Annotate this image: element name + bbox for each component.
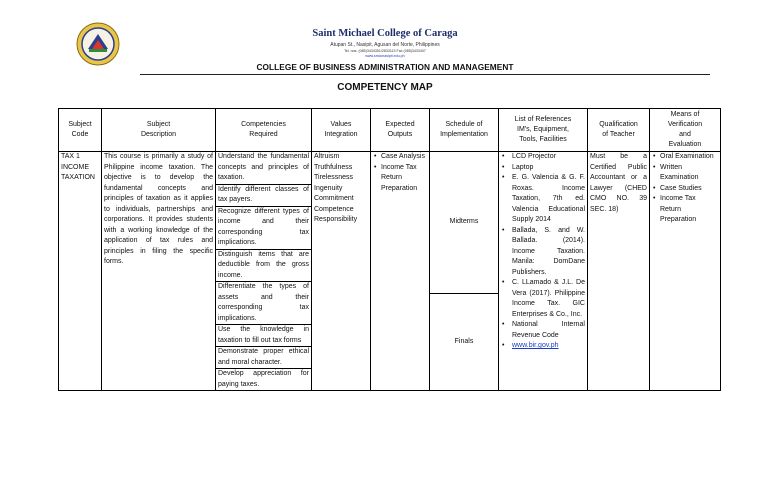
col-means: Means of Verification and Evaluation	[650, 109, 721, 152]
school-address: Atupan St., Nasipit, Agusan del Norte, Philippines	[330, 42, 440, 48]
schedule-midterms-cell: Midterms	[430, 152, 499, 294]
references-cell	[499, 152, 588, 391]
bir-website-link[interactable]: www.bir.gov.ph	[512, 342, 559, 349]
col-competencies: Competencies Required	[216, 109, 312, 152]
competency-item: Understand the fundamental concepts and principles of taxation.	[216, 152, 311, 185]
col-schedule: Schedule of Implementation	[430, 109, 499, 152]
subject-code-cell: TAX 1 INCOME TAXATION	[59, 152, 102, 391]
schedule-finals-cell: Finals	[430, 294, 499, 391]
reference-item: • Laptop	[512, 163, 585, 174]
competency-item: Demonstrate proper ethical and moral character.	[216, 347, 311, 369]
means-item: • Income Tax Return Preparation	[660, 194, 718, 226]
value-item: Ingenuity	[314, 184, 343, 192]
means-item: • Oral Examination	[660, 152, 718, 163]
means-item: • Written Examination	[660, 163, 718, 184]
reference-item: • LCD Projector	[512, 152, 585, 163]
header-divider	[140, 74, 710, 75]
competencies-cell	[216, 152, 312, 391]
document-header	[0, 0, 768, 80]
reference-item: • E. G. Valencia & G. F. Roxas. Income Taxation, 7th ed. Valencia Educational Supply 2014	[512, 173, 585, 226]
table-header-row	[59, 109, 721, 152]
reference-item: • C. LLamado & J.L. De Vera (2017). Philippine Income Tax. GIC Enterprises & Co., Inc.	[512, 278, 585, 320]
qualification-cell: Must be a Certified Public Accountant or a Lawyer (CHED CMO NO. 39 SEC. 18)	[588, 152, 650, 391]
college-name: COLLEGE OF BUSINESS ADMINISTRATION AND MANAGEMENT	[256, 62, 514, 72]
output-item: • Case Analysis	[381, 152, 427, 163]
value-item: Competence	[314, 205, 354, 213]
col-qualification: Qualification of Teacher	[588, 109, 650, 152]
value-item: Tirelessness	[314, 174, 354, 181]
reference-item: • National Internal Revenue Code	[512, 320, 585, 341]
competency-table	[58, 108, 721, 391]
outputs-cell	[371, 152, 430, 391]
description-cell: This course is primarily a study of Philippine income taxation. The objective is to develop the fundamental concepts and principles of taxation as it applies to individuals, partnerships and corporations. It provides students with a working knowledge of the application of tax rules and principles in filing the specific forms.	[102, 152, 216, 391]
col-description: Subject Description	[102, 109, 216, 152]
competency-item: Recognize different types of income and their corresponding tax implications.	[216, 207, 311, 250]
value-item: Commitment	[314, 195, 354, 202]
school-contact: Tel. nos. (085)3434351/2833113 Fax (085)3433407	[344, 49, 426, 53]
means-cell	[650, 152, 721, 391]
competency-item: Differentiate the types of assets and their corresponding tax implications.	[216, 282, 311, 325]
table-row	[59, 152, 721, 294]
page-title: COMPETENCY MAP	[337, 82, 433, 93]
value-item: Responsibility	[314, 216, 358, 223]
value-item: Truthfulness	[314, 163, 353, 171]
col-subject-code: Subject Code	[59, 109, 102, 152]
school-website[interactable]: www.smccnasipit.edu.ph	[365, 54, 405, 58]
school-name: Saint Michael College of Caraga	[312, 28, 458, 39]
values-cell	[312, 152, 371, 391]
competency-item: Use the knowledge in taxation to fill out tax forms	[216, 325, 311, 347]
competency-item: Identify different classes of tax payers.	[216, 185, 311, 207]
reference-item: • Ballada, S. and W. Ballada. (2014). Income Taxation. Manila: DomDane Publishers.	[512, 226, 585, 279]
output-item: • Income Tax Return Preparation	[381, 163, 427, 195]
competency-item: Distinguish items that are deductible from the gross income.	[216, 250, 311, 283]
col-references: List of References IM's, Equipment, Tools, Facilities	[499, 109, 588, 152]
value-item: Altruism	[314, 153, 340, 160]
college-seal-logo	[76, 22, 120, 66]
means-item: • Case Studies	[660, 184, 718, 195]
col-values: Values Integration	[312, 109, 371, 152]
col-outputs: Expected Outputs	[371, 109, 430, 152]
competency-item: Develop appreciation for paying taxes.	[218, 370, 309, 388]
